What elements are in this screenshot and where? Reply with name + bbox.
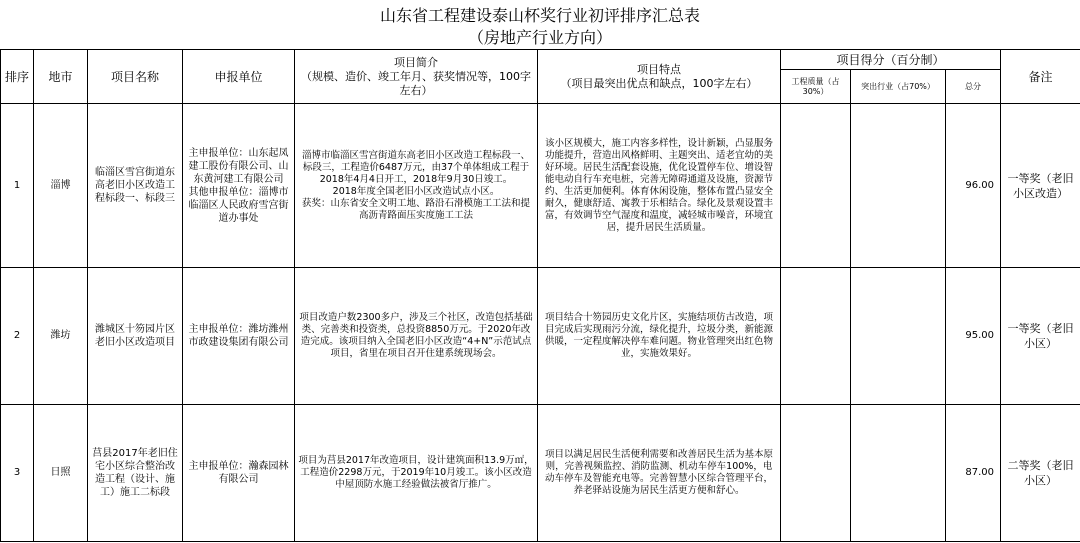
header-intro: 项目简介 （规模、造价、竣工年月、获奖情况等，100字左右）	[295, 50, 538, 104]
cell-applicant: 主申报单位：潍坊潍州市政建设集团有限公司	[183, 268, 295, 405]
cell-score-total: 95.00	[946, 268, 1001, 405]
cell-project-name: 临淄区雪宫街道东高老旧小区改造工程标段一、标段三	[88, 104, 183, 268]
header-applicant: 申报单位	[183, 50, 295, 104]
header-rank: 排序	[1, 50, 34, 104]
cell-features: 该小区规模大，施工内容多样性，设计新颖，凸显服务功能提升，营造出风格鲜明、主题突出、适老宜幼的美好环境。居民生活配套设施，优化设置停车位、增设智能电动自行车充电桩，完善无障碍通道及设施，资源节约、生活更加便利。体育休闲设施，整体布置凸显安全耐久，健康舒适、寓教于乐相结合。绿化及景观设置丰富，有效调节空气湿度和温度，减轻城市噪音，环境宜居，提升居民生活质量。	[538, 104, 781, 268]
cell-remark: 一等奖（老旧小区）	[1001, 268, 1080, 405]
header-row-1	[1, 50, 1080, 70]
header-remark: 备注	[1001, 50, 1080, 104]
cell-score-total: 87.00	[946, 405, 1001, 542]
cell-intro: 项目改造户数2300多户，涉及三个社区，改造包括基础类、完善类和投资类，总投资8850万元。于2020年改造完成。该项目纳入全国老旧小区改造“4+N”示范试点项目，省里在项目召开住建系统现场会。	[295, 268, 538, 405]
table-row	[1, 405, 1080, 542]
cell-intro: 项目为莒县2017年改造项目，设计建筑面积13.9万㎡，工程造价2298万元，于2019年10月竣工。该小区改造中屋顶防水施工经验做法被省厅推广。	[295, 405, 538, 542]
header-score-total: 总分	[946, 70, 1001, 104]
table-row	[1, 104, 1080, 268]
cell-applicant: 主申报单位：山东起凤建工股份有限公司、山东黄河建工有限公司 其他申报单位：淄博市临淄区人民政府雪宫街道办事处	[183, 104, 295, 268]
header-project-name: 项目名称	[88, 50, 183, 104]
cell-remark: 二等奖（老旧小区）	[1001, 405, 1080, 542]
cell-city: 潍坊	[34, 268, 88, 405]
title-block	[0, 0, 1080, 50]
header-features: 项目特点 （项目最突出优点和缺点，100字左右）	[538, 50, 781, 104]
page-subtitle: （房地产行业方向）	[467, 28, 612, 47]
cell-score-quality	[781, 405, 851, 542]
cell-city: 淄博	[34, 104, 88, 268]
ranking-table	[0, 49, 1080, 542]
table-row	[1, 268, 1080, 405]
cell-project-name: 潍城区十笏园片区老旧小区改造项目	[88, 268, 183, 405]
header-score-group: 项目得分（百分制）	[781, 50, 1001, 70]
header-score-industry: 突出行业（占70%）	[851, 70, 946, 104]
header-city: 地市	[34, 50, 88, 104]
page-title: 山东省工程建设泰山杯奖行业初评排序汇总表	[379, 6, 700, 25]
cell-score-industry	[851, 268, 946, 405]
cell-applicant: 主申报单位：瀚森园林有限公司	[183, 405, 295, 542]
cell-score-total: 96.00	[946, 104, 1001, 268]
cell-rank: 3	[1, 405, 34, 542]
cell-score-quality	[781, 104, 851, 268]
cell-project-name: 莒县2017年老旧住宅小区综合整治改造工程（设计、施工）施工二标段	[88, 405, 183, 542]
cell-score-industry	[851, 405, 946, 542]
cell-intro: 淄博市临淄区雪宫街道东高老旧小区改造工程标段一、标段三，工程造价6487万元，由37个单体组成工程于2018年4月4日开工，2018年9月30日竣工。 2018年度全国老旧小区改造试点小区。 获奖：山东省安全文明工地、路沿石滑模施工工法和提高沥青路面压实度施工工法	[295, 104, 538, 268]
header-score-quality: 工程质量（占30%）	[781, 70, 851, 104]
cell-city: 日照	[34, 405, 88, 542]
cell-remark: 一等奖（老旧小区改造）	[1001, 104, 1080, 268]
cell-score-industry	[851, 104, 946, 268]
cell-features: 项目结合十笏园历史文化片区，实施结项仿古改造，项目完成后实现雨污分流，绿化提升，垃圾分类，新能源供暖，一定程度解决停车难问题。物业管理突出红色物业，实施效果好。	[538, 268, 781, 405]
cell-rank: 1	[1, 104, 34, 268]
cell-rank: 2	[1, 268, 34, 405]
cell-score-quality	[781, 268, 851, 405]
cell-features: 项目以满足居民生活便利需要和改善居民生活为基本原则，完善视频监控、消防监测、机动车停车100%，电动车停车及智能充电等。完善智慧小区综合管理平台，养老驿站设施为居民生活更方便和舒心。	[538, 405, 781, 542]
